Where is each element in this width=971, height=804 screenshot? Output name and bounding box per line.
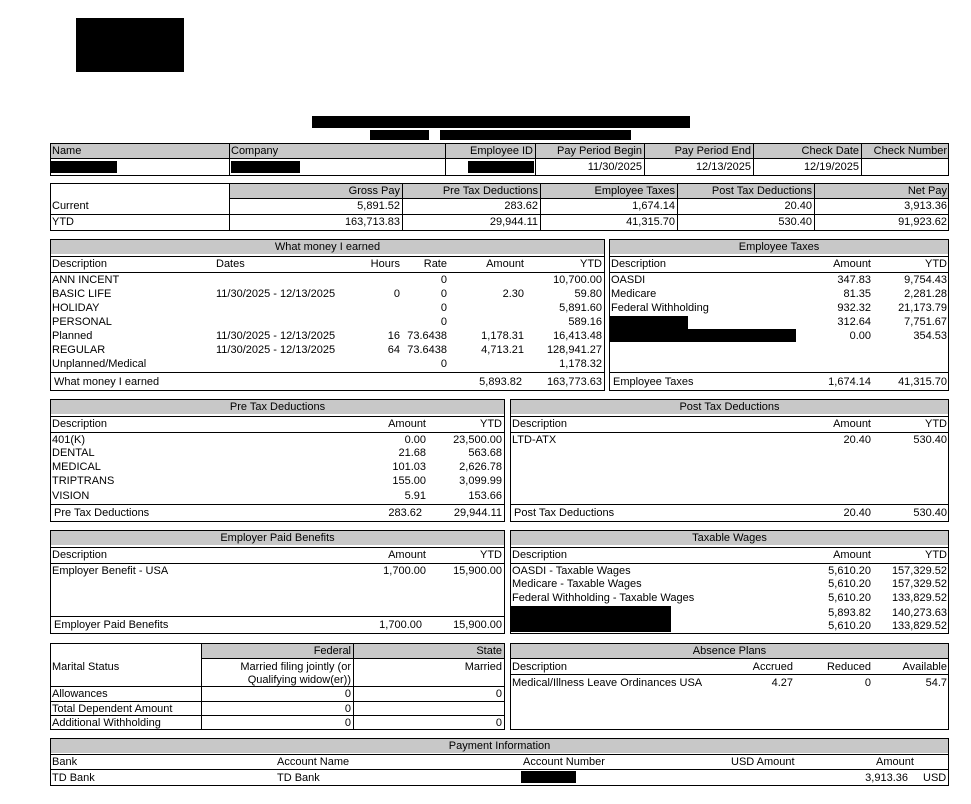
wages-desc: Federal Withholding - Taxable Wages [512, 592, 695, 604]
federal-label: Federal [313, 645, 351, 657]
company-label: Company [231, 145, 279, 157]
summary-current-gross: 5,891.52 [357, 200, 400, 212]
benefits-total-ytd: 15,900.00 [453, 619, 502, 631]
employee-id-label: Employee ID [470, 145, 533, 157]
wages-desc-redacted [511, 606, 671, 632]
posttax-total-amount: 20.40 [843, 507, 871, 519]
earnings-hours: 0 [393, 288, 400, 300]
marital-status-federal: Married filing jointly (or Qualifying widow(er)) [240, 661, 351, 686]
taxes-desc: Federal Withholding [611, 302, 709, 314]
earnings-title: What money I earned [51, 240, 604, 254]
wages-ytd: 133,829.52 [891, 620, 947, 632]
wages-col-ytd: YTD [925, 549, 947, 561]
taxes-desc: Medicare [611, 288, 657, 300]
taxes-ytd: 9,754.43 [904, 274, 947, 286]
additional-withholding-federal: 0 [344, 717, 351, 729]
allowances-federal: 0 [344, 688, 351, 700]
wages-ytd: 140,273.63 [891, 607, 947, 619]
pay-period-end-label: Pay Period End [674, 145, 751, 157]
allowances-label: Allowances [52, 688, 108, 700]
wages-ytd: 157,329.52 [891, 578, 947, 590]
allowances-state: 0 [495, 688, 502, 700]
taxes-desc: OASDI [611, 274, 646, 286]
benefits-col-ytd: YTD [480, 549, 502, 561]
posttax-total-label: Post Tax Deductions [514, 507, 615, 519]
posttax-desc: LTD-ATX [512, 434, 557, 446]
wages-amount: 5,610.20 [828, 565, 871, 577]
summary-ytd-taxes: 41,315.70 [626, 216, 675, 228]
posttax-col-description: Description [512, 418, 568, 430]
pay-period-begin-label: Pay Period Begin [557, 145, 642, 157]
taxes-ytd: 354.53 [913, 330, 947, 342]
posttax-ytd: 530.40 [913, 434, 947, 446]
benefits-amount: 1,700.00 [383, 565, 426, 577]
earnings-col-description: Description [52, 258, 108, 270]
summary-col-pretax: Pre Tax Deductions [442, 185, 538, 197]
wages-desc: OASDI - Taxable Wages [512, 565, 631, 577]
absence-desc: Medical/Illness Leave Ordinances USA [512, 677, 703, 689]
earnings-ytd: 16,413.48 [553, 330, 602, 342]
absence-col-description: Description [512, 661, 568, 673]
pretax-col-ytd: YTD [480, 418, 502, 430]
taxes-total-label: Employee Taxes [613, 376, 694, 388]
summary-ytd-net: 91,923.62 [898, 216, 947, 228]
taxes-amount: 0.00 [849, 330, 871, 342]
taxes-col-amount: Amount [833, 258, 871, 270]
pretax-amount: 21.68 [398, 447, 426, 459]
name-label: Name [52, 145, 82, 157]
wages-amount: 5,610.20 [828, 620, 871, 632]
absence-col-reduced: Reduced [826, 661, 871, 673]
earnings-col-rate: Rate [423, 258, 447, 270]
pretax-ytd: 23,500.00 [453, 434, 502, 446]
pretax-ytd: 153.66 [468, 490, 502, 502]
taxes-total-ytd: 41,315.70 [898, 376, 947, 388]
absence-reduced: 0 [864, 677, 871, 689]
benefits-col-amount: Amount [388, 549, 426, 561]
earnings-hours: 0 [440, 274, 447, 286]
earnings-ytd: 5,891.60 [559, 302, 602, 314]
pre-tax-title: Pre Tax Deductions [51, 400, 504, 414]
earnings-desc: REGULAR [52, 344, 106, 356]
company-logo-redacted [76, 18, 184, 72]
payment-col-amount: Amount [876, 756, 914, 768]
company-name-redacted [312, 116, 690, 128]
address-redacted-1 [370, 130, 429, 140]
payment-account-number-redacted [521, 771, 576, 783]
pretax-total-amount: 283.62 [388, 507, 422, 519]
wages-col-amount: Amount [833, 549, 871, 561]
absence-col-accrued: Accrued [752, 661, 793, 673]
employer-benefits-title: Employer Paid Benefits [51, 531, 504, 545]
taxes-desc-redacted [610, 329, 796, 342]
earnings-col-hours: Hours [370, 258, 400, 270]
pretax-desc: DENTAL [52, 447, 95, 459]
taxes-amount: 81.35 [843, 288, 871, 300]
earnings-desc: Unplanned/Medical [52, 358, 147, 370]
summary-col-gross: Gross Pay [348, 185, 400, 197]
summary-ytd-gross: 163,713.83 [344, 216, 400, 228]
payment-amount: 3,913.36 [865, 772, 908, 784]
pretax-total-ytd: 29,944.11 [453, 507, 502, 519]
summary-current-taxes: 1,674.14 [632, 200, 675, 212]
posttax-total-ytd: 530.40 [913, 507, 947, 519]
earnings-hours: 64 [387, 344, 400, 356]
earnings-rate: 73.6438 [407, 344, 447, 356]
taxes-total-amount: 1,674.14 [828, 376, 871, 388]
payment-currency: USD [923, 772, 947, 784]
taxes-amount: 312.64 [837, 316, 871, 328]
earnings-dates: 11/30/2025 - 12/13/2025 [216, 288, 336, 300]
pretax-desc: VISION [52, 490, 90, 502]
additional-withholding-label: Additional Withholding [52, 717, 161, 729]
pretax-ytd: 563.68 [468, 447, 502, 459]
summary-ytd-label: YTD [52, 216, 74, 228]
benefits-desc: Employer Benefit - USA [52, 565, 169, 577]
dependent-amount-label: Total Dependent Amount [52, 703, 173, 715]
marital-status-label: Marital Status [52, 661, 120, 673]
taxes-col-ytd: YTD [925, 258, 947, 270]
address-redacted-2 [440, 130, 631, 140]
pretax-desc: MEDICAL [52, 461, 101, 473]
taxes-ytd: 7,751.67 [904, 316, 947, 328]
summary-current-label: Current [52, 200, 89, 212]
taxes-amount: 932.32 [837, 302, 871, 314]
pretax-col-description: Description [52, 418, 108, 430]
taxes-col-description: Description [611, 258, 667, 270]
pretax-amount: 0.00 [404, 434, 426, 446]
posttax-col-ytd: YTD [925, 418, 947, 430]
earnings-hours: 16 [387, 330, 400, 342]
state-label: State [476, 645, 502, 657]
taxes-amount: 347.83 [837, 274, 871, 286]
marital-status-state: Married [464, 661, 502, 673]
earnings-ytd: 1,178.32 [559, 358, 602, 370]
summary-ytd-pretax: 29,944.11 [489, 216, 538, 228]
earnings-col-ytd: YTD [580, 258, 602, 270]
earnings-desc: ANN INCENT [52, 274, 120, 286]
pretax-col-amount: Amount [388, 418, 426, 430]
earnings-hours: 0 [440, 302, 447, 314]
check-number-label: Check Number [873, 145, 947, 157]
earnings-rate: 0 [440, 288, 447, 300]
pretax-total-label: Pre Tax Deductions [54, 507, 150, 519]
benefits-col-description: Description [52, 549, 108, 561]
earnings-desc: BASIC LIFE [52, 288, 112, 300]
earnings-dates: 11/30/2025 - 12/13/2025 [216, 330, 336, 342]
posttax-amount: 20.40 [843, 434, 871, 446]
payment-col-usd-amount: USD Amount [731, 756, 795, 768]
wages-ytd: 133,829.52 [891, 592, 947, 604]
summary-col-taxes: Employee Taxes [594, 185, 675, 197]
summary-current-net: 3,913.36 [904, 200, 947, 212]
earnings-hours: 0 [440, 358, 447, 370]
absence-available: 54.7 [925, 677, 947, 689]
earnings-desc: PERSONAL [52, 316, 112, 328]
wages-amount: 5,610.20 [828, 592, 871, 604]
taxable-wages-title: Taxable Wages [511, 531, 948, 545]
payment-title: Payment Information [51, 739, 948, 753]
employee-taxes-title: Employee Taxes [610, 240, 948, 254]
earnings-total-amount: 5,893.82 [479, 376, 522, 388]
pretax-amount: 101.03 [392, 461, 426, 473]
payment-col-bank: Bank [52, 756, 78, 768]
post-tax-title: Post Tax Deductions [511, 400, 948, 414]
pay-period-end-value: 12/13/2025 [695, 161, 751, 173]
payment-col-account-name: Account Name [277, 756, 350, 768]
earnings-hours: 0 [440, 316, 447, 328]
earnings-desc: Planned [52, 330, 93, 342]
taxes-desc-redacted [610, 316, 688, 329]
taxes-ytd: 2,281.28 [904, 288, 947, 300]
benefits-total-amount: 1,700.00 [379, 619, 422, 631]
earnings-ytd: 128,941.27 [546, 344, 602, 356]
payment-bank: TD Bank [52, 772, 95, 784]
pretax-ytd: 3,099.99 [459, 475, 502, 487]
absence-accrued: 4.27 [771, 677, 793, 689]
earnings-col-amount: Amount [486, 258, 524, 270]
earnings-total-label: What money I earned [54, 376, 160, 388]
summary-current-posttax: 20.40 [784, 200, 812, 212]
wages-ytd: 157,329.52 [891, 565, 947, 577]
absence-plans-title: Absence Plans [511, 644, 948, 658]
employee-id-redacted [468, 161, 534, 173]
pretax-desc: TRIPTRANS [52, 475, 115, 487]
pretax-amount: 155.00 [392, 475, 426, 487]
check-date-label: Check Date [801, 145, 859, 157]
dependent-amount-federal: 0 [344, 703, 351, 715]
employee-name-redacted [51, 161, 117, 173]
benefits-total-label: Employer Paid Benefits [54, 619, 169, 631]
earnings-amount: 1,178.31 [481, 330, 524, 342]
earnings-ytd: 59.80 [574, 288, 602, 300]
earnings-col-dates: Dates [216, 258, 245, 270]
wages-amount: 5,893.82 [828, 607, 871, 619]
pretax-amount: 5.91 [404, 490, 426, 502]
benefits-ytd: 15,900.00 [453, 565, 502, 577]
earnings-ytd: 10,700.00 [553, 274, 602, 286]
summary-current-pretax: 283.62 [504, 200, 538, 212]
absence-col-available: Available [902, 661, 947, 673]
summary-col-net: Net Pay [907, 185, 947, 197]
wages-col-description: Description [512, 549, 568, 561]
earnings-amount: 4,713.21 [481, 344, 524, 356]
pretax-desc: 401(K) [52, 434, 86, 446]
earnings-ytd: 589.16 [568, 316, 602, 328]
summary-col-posttax: Post Tax Deductions [711, 185, 812, 197]
earnings-desc: HOLIDAY [52, 302, 100, 314]
wages-desc: Medicare - Taxable Wages [512, 578, 642, 590]
company-value-redacted [231, 161, 300, 173]
wages-amount: 5,610.20 [828, 578, 871, 590]
summary-ytd-posttax: 530.40 [778, 216, 812, 228]
pretax-ytd: 2,626.78 [459, 461, 502, 473]
additional-withholding-state: 0 [495, 717, 502, 729]
earnings-amount: 2.30 [502, 288, 524, 300]
earnings-total-ytd: 163,773.63 [546, 376, 602, 388]
earnings-dates: 11/30/2025 - 12/13/2025 [216, 344, 336, 356]
earnings-rate: 73.6438 [407, 330, 447, 342]
pay-period-begin-value: 11/30/2025 [587, 161, 642, 173]
payment-account-name: TD Bank [277, 772, 320, 784]
payment-col-account-number: Account Number [523, 756, 605, 768]
taxes-ytd: 21,173.79 [898, 302, 947, 314]
posttax-col-amount: Amount [833, 418, 871, 430]
check-date-value: 12/19/2025 [803, 161, 859, 173]
